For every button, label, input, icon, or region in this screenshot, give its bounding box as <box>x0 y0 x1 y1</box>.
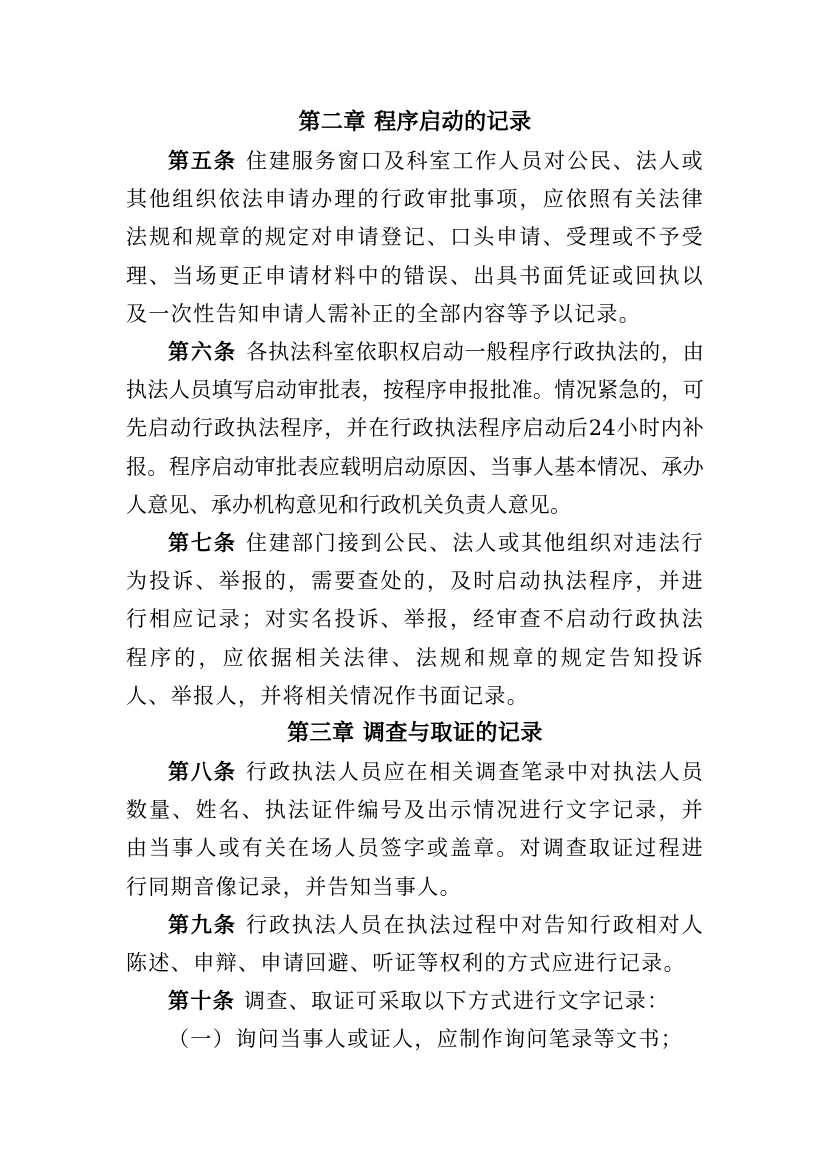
article-8 <box>126 753 704 906</box>
article-7-text: 住建部门接到公民、法人或其他组织对违法行为投诉、举报的，需要查处的，及时启动执法程序，并进行相应记录；对实名投诉、举报，经审查不启动行政执法程序的，应依据相关法律、法规和规章的规定告知投诉人、举报人，并将相关情况作书面记录。 <box>126 531 705 708</box>
article-10 <box>126 982 704 1020</box>
article-9-text: 行政执法人员在执法过程中对告知行政相对人陈述、申辩、申请回避、听证等权利的方式应进行记录。 <box>126 912 705 976</box>
article-10-item-1: （一）询问当事人或证人，应制作询问笔录等文书； <box>168 1027 684 1052</box>
article-10-text: 调查、取证可采取以下方式进行文字记录： <box>243 989 670 1014</box>
document-body <box>126 104 704 1059</box>
article-5 <box>126 142 704 333</box>
article-6 <box>126 333 704 524</box>
chapter-3-title: 第三章 调查与取证的记录 <box>287 721 543 747</box>
article-7-number: 第七条 <box>168 531 237 556</box>
article-8-number: 第八条 <box>168 760 237 785</box>
article-7 <box>126 524 704 715</box>
article-6-number: 第六条 <box>168 340 238 365</box>
article-5-number: 第五条 <box>168 149 237 173</box>
article-9-number: 第九条 <box>168 912 237 937</box>
article-6-text: 各执法科室依职权启动一般程序行政执法的，由执法人员填写启动审批表，按程序申报批准。情况紧急的，可先启动行政执法程序，并在行政执法程序启动后24小时内补报。程序启动审批表应载明启动原因、当事人基本情况、承办人意见、承办机构意见和行政机关负责人意见。 <box>126 340 705 517</box>
article-5-text: 住建服务窗口及科室工作人员对公民、法人或其他组织依法申请办理的行政审批事项，应依照有关法律法规和规章的规定对申请登记、口头申请、受理或不予受理、当场更正申请材料中的错误、出具书面凭证或回执以及一次性告知申请人需补正的全部内容等予以记录。 <box>126 149 705 326</box>
chapter-2-title: 第二章 程序启动的记录 <box>298 110 532 135</box>
article-10-number: 第十条 <box>168 989 236 1014</box>
article-8-text: 行政执法人员应在相关调查笔录中对执法人员数量、姓名、执法证件编号及出示情况进行文字记录，并由当事人或有关在场人员签字或盖章。对调查取证过程进行同期音像记录，并告知当事人。 <box>126 760 705 899</box>
article-9 <box>126 906 704 982</box>
